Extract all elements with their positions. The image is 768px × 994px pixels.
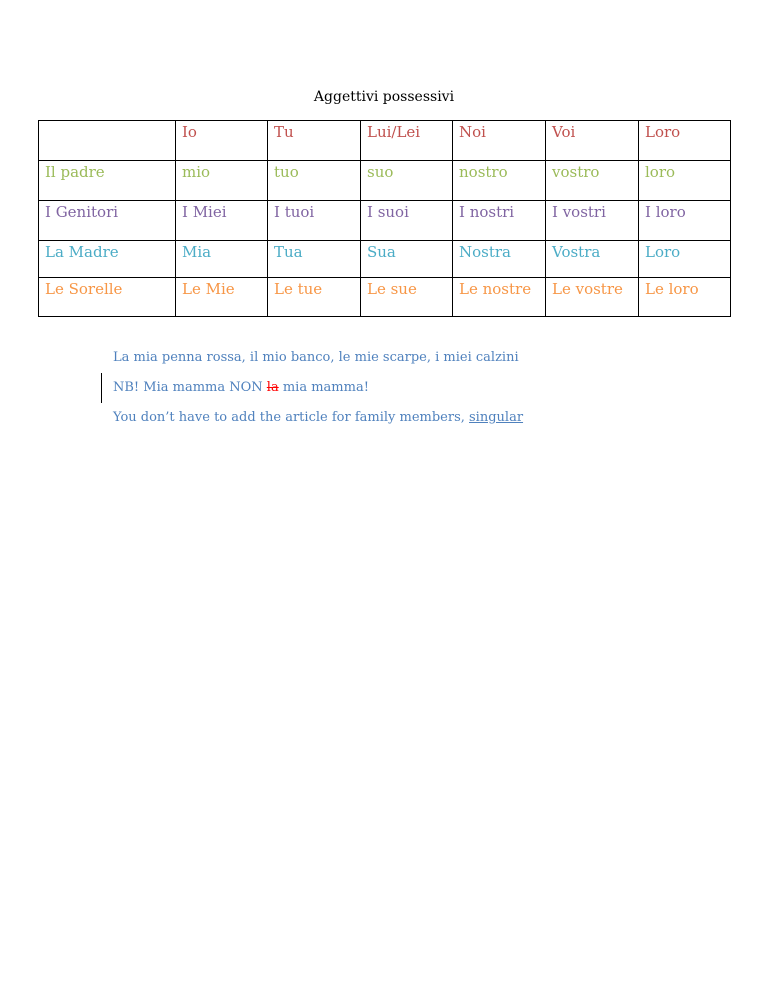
nb-note-text-before: NB! Mia mamma NON [113,380,267,395]
singular-underlined: singular [469,410,524,425]
table-row [39,201,731,241]
table-cell: Le loro [639,278,731,317]
header-cell-tu: Tu [268,121,361,161]
table-cell: I vostri [546,201,639,241]
article-rule-text: You don’t have to add the article for family members, [113,410,470,425]
table-cell: Loro [639,241,731,278]
nb-note [113,373,523,403]
table-cell: vostro [546,161,639,201]
table-header-row [39,121,731,161]
table-cell: Le tue [268,278,361,317]
example-sentence-text: La mia penna rossa, il mio banco, le mie scarpe, i miei calzini [113,350,519,365]
table-cell: Nostra [453,241,546,278]
article-rule-note [113,403,523,433]
table-cell: Tua [268,241,361,278]
example-sentence [113,343,523,373]
table-cell: I suoi [361,201,453,241]
table-cell: I Miei [176,201,268,241]
table-cell: Le vostre [546,278,639,317]
table-cell: Il padre [39,161,176,201]
possessive-adjectives-table [38,120,731,317]
nb-note-text-after: mia mamma! [278,380,369,395]
table-cell: Sua [361,241,453,278]
table-cell: Le Sorelle [39,278,176,317]
table-cell: loro [639,161,731,201]
struck-article: la [266,380,279,395]
table-row [39,161,731,201]
table-cell: Vostra [546,241,639,278]
table-row [39,278,731,317]
table-cell: tuo [268,161,361,201]
header-cell-noi: Noi [453,121,546,161]
header-cell-io: Io [176,121,268,161]
table-cell: La Madre [39,241,176,278]
header-cell-lui-lei: Lui/Lei [361,121,453,161]
header-cell-loro: Loro [639,121,731,161]
table-cell: I Genitori [39,201,176,241]
table-cell: I loro [639,201,731,241]
table-cell: I tuoi [268,201,361,241]
table-row [39,241,731,278]
table-cell: Mia [176,241,268,278]
header-cell-empty [39,121,176,161]
notes-block [113,343,523,433]
text-cursor [101,373,102,403]
table-cell: suo [361,161,453,201]
table-cell: nostro [453,161,546,201]
header-cell-voi: Voi [546,121,639,161]
table-cell: Le Mie [176,278,268,317]
table-cell: I nostri [453,201,546,241]
table-cell: Le nostre [453,278,546,317]
table-cell: mio [176,161,268,201]
table-cell: Le sue [361,278,453,317]
document-title: Aggettivi possessivi [313,89,455,105]
